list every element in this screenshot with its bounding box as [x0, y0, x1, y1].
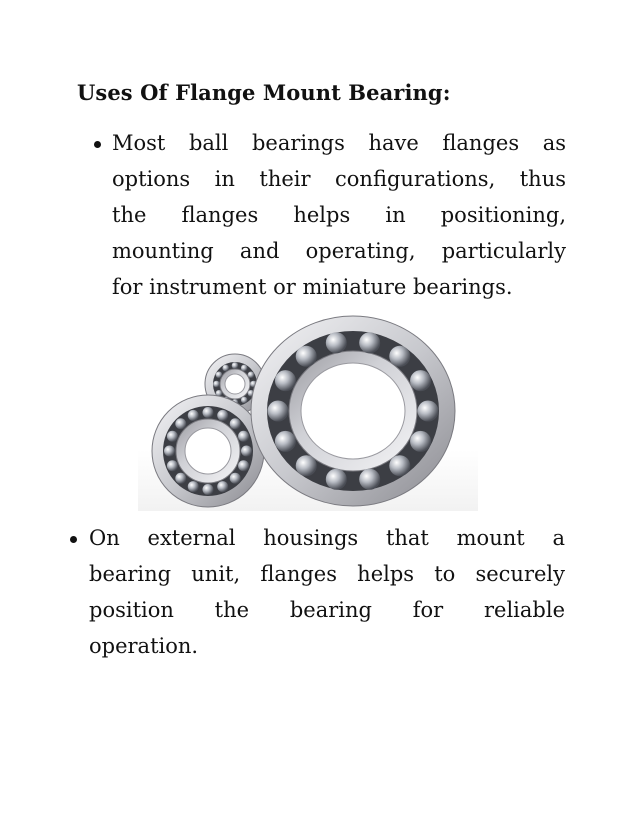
bearing-ball	[188, 481, 199, 492]
bearing-ball	[268, 401, 289, 422]
bullet-icon	[70, 536, 77, 543]
bearing-ball	[248, 371, 255, 378]
bullet-text-line: mounting and operating, particularly	[112, 239, 566, 263]
bearing-ball	[241, 397, 248, 404]
bearing-ball	[213, 381, 220, 388]
bullet-text-line: options in their configurations, thus	[112, 167, 566, 191]
bearing-ball	[217, 410, 228, 421]
bearing-ball	[188, 410, 199, 421]
bearing-ball	[326, 469, 347, 490]
bearing-ball	[238, 460, 249, 471]
bullet-text-line: for instrument or miniature bearings.	[112, 275, 513, 299]
bearing-ball	[326, 332, 347, 353]
bearing-ball	[296, 346, 317, 367]
bearing-ball	[164, 446, 175, 457]
large-bearing	[251, 316, 455, 506]
bearing-ball	[238, 431, 249, 442]
ball-bearings-image	[138, 306, 478, 511]
bearing-ball	[203, 407, 214, 418]
bearing-ball	[216, 371, 223, 378]
bullet-text-line: On external housings that mount a	[89, 526, 565, 550]
bearing-ball	[275, 431, 296, 452]
bearing-ball	[296, 455, 317, 476]
bearing-ball	[217, 481, 228, 492]
bearing-ball	[410, 370, 431, 391]
bearing-ball	[389, 346, 410, 367]
section-heading: Uses Of Flange Mount Bearing:	[77, 80, 451, 105]
bullet-text-line: bearing unit, flanges helps to securely	[89, 562, 565, 586]
bullet-text-line: operation.	[89, 634, 199, 658]
bullet-text-line: position the bearing for reliable	[89, 598, 565, 622]
bearing-ball	[359, 332, 380, 353]
medium-bearing	[152, 395, 264, 507]
bearing-ball	[167, 431, 178, 442]
bearing-ball	[222, 365, 229, 372]
bearings-illustration	[138, 306, 478, 511]
bearing-ball	[167, 460, 178, 471]
bearing-ball	[175, 473, 186, 484]
bullet-icon	[94, 141, 101, 148]
bearing-ball	[203, 484, 214, 495]
bearing-ball	[275, 370, 296, 391]
bearing-ball	[418, 401, 439, 422]
bearing-ball	[389, 455, 410, 476]
bullet-text-line: the flanges helps in positioning,	[112, 203, 566, 227]
bearing-ball	[359, 469, 380, 490]
bearing-ball	[232, 362, 239, 369]
bullet-text-line: Most ball bearings have flanges as	[112, 131, 566, 155]
bearing-ball	[241, 365, 248, 372]
bearing-ball	[175, 418, 186, 429]
bearing-ball	[230, 473, 241, 484]
bearing-ball	[230, 418, 241, 429]
bearing-ball	[241, 446, 252, 457]
bearing-ball	[410, 431, 431, 452]
